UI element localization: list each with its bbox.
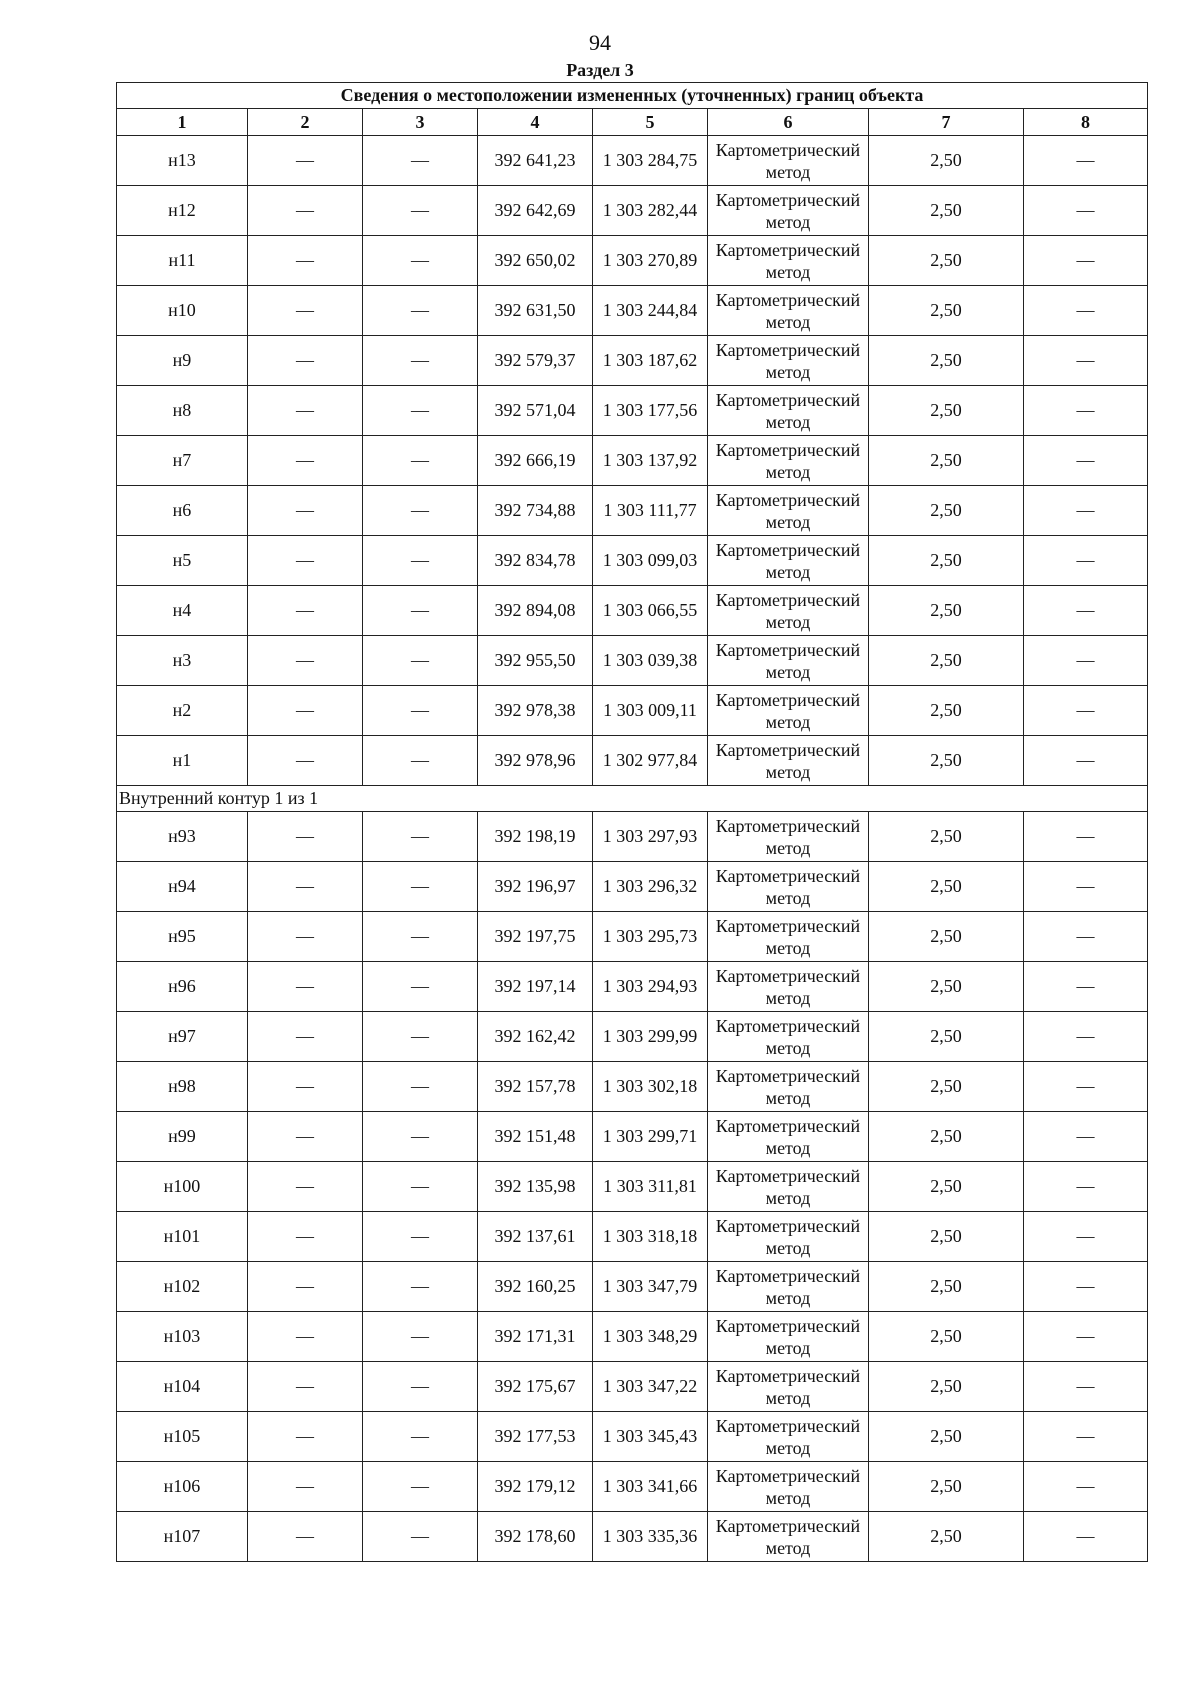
table-row xyxy=(117,1312,1148,1362)
empty-cell: — xyxy=(1024,1262,1148,1312)
contour-label-row xyxy=(117,786,1148,812)
column-number: 1 xyxy=(117,109,248,136)
table-body xyxy=(117,136,1148,1562)
column-number: 2 xyxy=(248,109,363,136)
empty-cell: — xyxy=(248,286,363,336)
empty-cell: — xyxy=(1024,1212,1148,1262)
empty-cell: — xyxy=(248,586,363,636)
point-name-cell: н107 xyxy=(117,1512,248,1562)
method-cell: Картометрический метод xyxy=(708,1212,869,1262)
method-cell: Картометрический метод xyxy=(708,912,869,962)
point-name-cell: н10 xyxy=(117,286,248,336)
y-coordinate-cell: 1 303 341,66 xyxy=(593,1462,708,1512)
empty-cell: — xyxy=(363,586,478,636)
method-cell: Картометрический метод xyxy=(708,186,869,236)
empty-cell: — xyxy=(1024,1062,1148,1112)
point-name-cell: н12 xyxy=(117,186,248,236)
accuracy-cell: 2,50 xyxy=(869,486,1024,536)
point-name-cell: н5 xyxy=(117,536,248,586)
accuracy-cell: 2,50 xyxy=(869,1112,1024,1162)
table-row xyxy=(117,862,1148,912)
method-cell: Картометрический метод xyxy=(708,386,869,436)
method-cell: Картометрический метод xyxy=(708,536,869,586)
empty-cell: — xyxy=(363,136,478,186)
point-name-cell: н11 xyxy=(117,236,248,286)
x-coordinate-cell: 392 641,23 xyxy=(478,136,593,186)
method-cell: Картометрический метод xyxy=(708,1112,869,1162)
point-name-cell: н1 xyxy=(117,736,248,786)
x-coordinate-cell: 392 197,14 xyxy=(478,962,593,1012)
empty-cell: — xyxy=(1024,1112,1148,1162)
accuracy-cell: 2,50 xyxy=(869,236,1024,286)
empty-cell: — xyxy=(248,912,363,962)
y-coordinate-cell: 1 303 318,18 xyxy=(593,1212,708,1262)
x-coordinate-cell: 392 571,04 xyxy=(478,386,593,436)
empty-cell: — xyxy=(248,1312,363,1362)
table-row xyxy=(117,1412,1148,1462)
method-cell: Картометрический метод xyxy=(708,1012,869,1062)
column-number: 3 xyxy=(363,109,478,136)
point-name-cell: н13 xyxy=(117,136,248,186)
section-title: Раздел 3 xyxy=(566,60,634,80)
point-name-cell: н6 xyxy=(117,486,248,536)
x-coordinate-cell: 392 178,60 xyxy=(478,1512,593,1562)
empty-cell: — xyxy=(1024,736,1148,786)
y-coordinate-cell: 1 303 099,03 xyxy=(593,536,708,586)
x-coordinate-cell: 392 157,78 xyxy=(478,1062,593,1112)
y-coordinate-cell: 1 303 348,29 xyxy=(593,1312,708,1362)
empty-cell: — xyxy=(1024,286,1148,336)
empty-cell: — xyxy=(248,812,363,862)
table-row xyxy=(117,436,1148,486)
empty-cell: — xyxy=(1024,862,1148,912)
x-coordinate-cell: 392 160,25 xyxy=(478,1262,593,1312)
table-row xyxy=(117,386,1148,436)
empty-cell: — xyxy=(1024,1412,1148,1462)
x-coordinate-cell: 392 642,69 xyxy=(478,186,593,236)
x-coordinate-cell: 392 894,08 xyxy=(478,586,593,636)
point-name-cell: н2 xyxy=(117,686,248,736)
empty-cell: — xyxy=(248,1212,363,1262)
method-cell: Картометрический метод xyxy=(708,1312,869,1362)
empty-cell: — xyxy=(363,1162,478,1212)
accuracy-cell: 2,50 xyxy=(869,636,1024,686)
empty-cell: — xyxy=(248,336,363,386)
empty-cell: — xyxy=(1024,912,1148,962)
method-cell: Картометрический метод xyxy=(708,1412,869,1462)
empty-cell: — xyxy=(248,1412,363,1462)
empty-cell: — xyxy=(1024,386,1148,436)
method-cell: Картометрический метод xyxy=(708,636,869,686)
x-coordinate-cell: 392 650,02 xyxy=(478,236,593,286)
method-cell: Картометрический метод xyxy=(708,236,869,286)
empty-cell: — xyxy=(363,1412,478,1462)
x-coordinate-cell: 392 978,96 xyxy=(478,736,593,786)
y-coordinate-cell: 1 303 294,93 xyxy=(593,962,708,1012)
accuracy-cell: 2,50 xyxy=(869,1012,1024,1062)
y-coordinate-cell: 1 303 244,84 xyxy=(593,286,708,336)
empty-cell: — xyxy=(248,686,363,736)
point-name-cell: н102 xyxy=(117,1262,248,1312)
empty-cell: — xyxy=(1024,962,1148,1012)
accuracy-cell: 2,50 xyxy=(869,436,1024,486)
method-cell: Картометрический метод xyxy=(708,686,869,736)
empty-cell: — xyxy=(248,436,363,486)
empty-cell: — xyxy=(1024,236,1148,286)
method-cell: Картометрический метод xyxy=(708,1262,869,1312)
table-row xyxy=(117,636,1148,686)
x-coordinate-cell: 392 171,31 xyxy=(478,1312,593,1362)
empty-cell: — xyxy=(363,1262,478,1312)
empty-cell: — xyxy=(248,1162,363,1212)
table-row xyxy=(117,1362,1148,1412)
empty-cell: — xyxy=(363,1212,478,1262)
point-name-cell: н101 xyxy=(117,1212,248,1262)
empty-cell: — xyxy=(248,636,363,686)
table-row xyxy=(117,536,1148,586)
accuracy-cell: 2,50 xyxy=(869,1262,1024,1312)
x-coordinate-cell: 392 978,38 xyxy=(478,686,593,736)
empty-cell: — xyxy=(1024,686,1148,736)
empty-cell: — xyxy=(363,186,478,236)
empty-cell: — xyxy=(1024,636,1148,686)
empty-cell: — xyxy=(1024,486,1148,536)
y-coordinate-cell: 1 303 111,77 xyxy=(593,486,708,536)
y-coordinate-cell: 1 303 297,93 xyxy=(593,812,708,862)
empty-cell: — xyxy=(363,636,478,686)
point-name-cell: н96 xyxy=(117,962,248,1012)
empty-cell: — xyxy=(248,186,363,236)
method-cell: Картометрический метод xyxy=(708,1162,869,1212)
table-row xyxy=(117,1512,1148,1562)
method-cell: Картометрический метод xyxy=(708,1512,869,1562)
method-cell: Картометрический метод xyxy=(708,962,869,1012)
column-number-row xyxy=(117,109,1148,136)
accuracy-cell: 2,50 xyxy=(869,1512,1024,1562)
accuracy-cell: 2,50 xyxy=(869,812,1024,862)
y-coordinate-cell: 1 303 302,18 xyxy=(593,1062,708,1112)
method-cell: Картометрический метод xyxy=(708,1362,869,1412)
table-caption: Сведения о местоположении измененных (уточненных) границ объекта xyxy=(117,83,1148,109)
method-cell: Картометрический метод xyxy=(708,586,869,636)
point-name-cell: н104 xyxy=(117,1362,248,1412)
x-coordinate-cell: 392 579,37 xyxy=(478,336,593,386)
y-coordinate-cell: 1 303 345,43 xyxy=(593,1412,708,1462)
y-coordinate-cell: 1 303 299,99 xyxy=(593,1012,708,1062)
y-coordinate-cell: 1 303 177,56 xyxy=(593,386,708,436)
y-coordinate-cell: 1 303 284,75 xyxy=(593,136,708,186)
column-number: 6 xyxy=(708,109,869,136)
empty-cell: — xyxy=(1024,1162,1148,1212)
contour-label: Внутренний контур 1 из 1 xyxy=(117,786,1148,812)
table-row xyxy=(117,336,1148,386)
accuracy-cell: 2,50 xyxy=(869,536,1024,586)
accuracy-cell: 2,50 xyxy=(869,1162,1024,1212)
x-coordinate-cell: 392 196,97 xyxy=(478,862,593,912)
table-row xyxy=(117,1112,1148,1162)
empty-cell: — xyxy=(248,1512,363,1562)
accuracy-cell: 2,50 xyxy=(869,1462,1024,1512)
table-row xyxy=(117,1162,1148,1212)
empty-cell: — xyxy=(248,1362,363,1412)
empty-cell: — xyxy=(363,862,478,912)
point-name-cell: н4 xyxy=(117,586,248,636)
empty-cell: — xyxy=(248,486,363,536)
empty-cell: — xyxy=(1024,1512,1148,1562)
y-coordinate-cell: 1 303 311,81 xyxy=(593,1162,708,1212)
empty-cell: — xyxy=(248,962,363,1012)
x-coordinate-cell: 392 197,75 xyxy=(478,912,593,962)
empty-cell: — xyxy=(1024,536,1148,586)
accuracy-cell: 2,50 xyxy=(869,686,1024,736)
empty-cell: — xyxy=(248,536,363,586)
method-cell: Картометрический метод xyxy=(708,136,869,186)
accuracy-cell: 2,50 xyxy=(869,912,1024,962)
point-name-cell: н106 xyxy=(117,1462,248,1512)
empty-cell: — xyxy=(248,1012,363,1062)
y-coordinate-cell: 1 303 187,62 xyxy=(593,336,708,386)
table-row xyxy=(117,1262,1148,1312)
y-coordinate-cell: 1 303 039,38 xyxy=(593,636,708,686)
accuracy-cell: 2,50 xyxy=(869,862,1024,912)
empty-cell: — xyxy=(248,1062,363,1112)
column-number: 7 xyxy=(869,109,1024,136)
empty-cell: — xyxy=(363,1112,478,1162)
accuracy-cell: 2,50 xyxy=(869,1062,1024,1112)
table-row xyxy=(117,186,1148,236)
empty-cell: — xyxy=(363,1462,478,1512)
table-row xyxy=(117,236,1148,286)
empty-cell: — xyxy=(363,812,478,862)
column-number: 5 xyxy=(593,109,708,136)
table-row xyxy=(117,286,1148,336)
empty-cell: — xyxy=(363,962,478,1012)
empty-cell: — xyxy=(363,486,478,536)
table-row xyxy=(117,1012,1148,1062)
x-coordinate-cell: 392 666,19 xyxy=(478,436,593,486)
method-cell: Картометрический метод xyxy=(708,486,869,536)
x-coordinate-cell: 392 955,50 xyxy=(478,636,593,686)
point-name-cell: н103 xyxy=(117,1312,248,1362)
column-number: 4 xyxy=(478,109,593,136)
table-row xyxy=(117,586,1148,636)
empty-cell: — xyxy=(1024,186,1148,236)
point-name-cell: н3 xyxy=(117,636,248,686)
method-cell: Картометрический метод xyxy=(708,436,869,486)
empty-cell: — xyxy=(363,912,478,962)
accuracy-cell: 2,50 xyxy=(869,336,1024,386)
point-name-cell: н99 xyxy=(117,1112,248,1162)
accuracy-cell: 2,50 xyxy=(869,962,1024,1012)
point-name-cell: н94 xyxy=(117,862,248,912)
point-name-cell: н8 xyxy=(117,386,248,436)
y-coordinate-cell: 1 303 282,44 xyxy=(593,186,708,236)
y-coordinate-cell: 1 303 009,11 xyxy=(593,686,708,736)
point-name-cell: н9 xyxy=(117,336,248,386)
accuracy-cell: 2,50 xyxy=(869,386,1024,436)
table-row xyxy=(117,812,1148,862)
x-coordinate-cell: 392 198,19 xyxy=(478,812,593,862)
point-name-cell: н95 xyxy=(117,912,248,962)
accuracy-cell: 2,50 xyxy=(869,1362,1024,1412)
column-number: 8 xyxy=(1024,109,1148,136)
empty-cell: — xyxy=(1024,436,1148,486)
empty-cell: — xyxy=(363,1512,478,1562)
y-coordinate-cell: 1 303 270,89 xyxy=(593,236,708,286)
y-coordinate-cell: 1 303 295,73 xyxy=(593,912,708,962)
x-coordinate-cell: 392 177,53 xyxy=(478,1412,593,1462)
method-cell: Картометрический метод xyxy=(708,286,869,336)
table-row xyxy=(117,1212,1148,1262)
point-name-cell: н7 xyxy=(117,436,248,486)
x-coordinate-cell: 392 135,98 xyxy=(478,1162,593,1212)
x-coordinate-cell: 392 175,67 xyxy=(478,1362,593,1412)
empty-cell: — xyxy=(248,386,363,436)
method-cell: Картометрический метод xyxy=(708,1462,869,1512)
method-cell: Картометрический метод xyxy=(708,336,869,386)
accuracy-cell: 2,50 xyxy=(869,586,1024,636)
x-coordinate-cell: 392 179,12 xyxy=(478,1462,593,1512)
table-row xyxy=(117,136,1148,186)
accuracy-cell: 2,50 xyxy=(869,1412,1024,1462)
table-row xyxy=(117,1462,1148,1512)
y-coordinate-cell: 1 303 335,36 xyxy=(593,1512,708,1562)
table-row xyxy=(117,912,1148,962)
point-name-cell: н100 xyxy=(117,1162,248,1212)
empty-cell: — xyxy=(1024,1362,1148,1412)
y-coordinate-cell: 1 302 977,84 xyxy=(593,736,708,786)
empty-cell: — xyxy=(363,236,478,286)
point-name-cell: н97 xyxy=(117,1012,248,1062)
empty-cell: — xyxy=(1024,1312,1148,1362)
x-coordinate-cell: 392 137,61 xyxy=(478,1212,593,1262)
point-name-cell: н98 xyxy=(117,1062,248,1112)
empty-cell: — xyxy=(1024,586,1148,636)
empty-cell: — xyxy=(1024,1462,1148,1512)
x-coordinate-cell: 392 631,50 xyxy=(478,286,593,336)
y-coordinate-cell: 1 303 347,79 xyxy=(593,1262,708,1312)
accuracy-cell: 2,50 xyxy=(869,136,1024,186)
empty-cell: — xyxy=(248,1112,363,1162)
y-coordinate-cell: 1 303 137,92 xyxy=(593,436,708,486)
empty-cell: — xyxy=(363,286,478,336)
table-row xyxy=(117,1062,1148,1112)
y-coordinate-cell: 1 303 296,32 xyxy=(593,862,708,912)
empty-cell: — xyxy=(363,1062,478,1112)
y-coordinate-cell: 1 303 347,22 xyxy=(593,1362,708,1412)
method-cell: Картометрический метод xyxy=(708,1062,869,1112)
x-coordinate-cell: 392 834,78 xyxy=(478,536,593,586)
table-row xyxy=(117,686,1148,736)
empty-cell: — xyxy=(248,1462,363,1512)
empty-cell: — xyxy=(363,336,478,386)
method-cell: Картометрический метод xyxy=(708,812,869,862)
empty-cell: — xyxy=(1024,812,1148,862)
point-name-cell: н93 xyxy=(117,812,248,862)
accuracy-cell: 2,50 xyxy=(869,736,1024,786)
y-coordinate-cell: 1 303 299,71 xyxy=(593,1112,708,1162)
table-caption-row xyxy=(117,83,1148,109)
empty-cell: — xyxy=(363,1312,478,1362)
point-name-cell: н105 xyxy=(117,1412,248,1462)
x-coordinate-cell: 392 734,88 xyxy=(478,486,593,536)
empty-cell: — xyxy=(1024,1012,1148,1062)
accuracy-cell: 2,50 xyxy=(869,1312,1024,1362)
empty-cell: — xyxy=(248,1262,363,1312)
coordinates-table xyxy=(116,82,1148,1562)
empty-cell: — xyxy=(363,686,478,736)
table-row xyxy=(117,486,1148,536)
accuracy-cell: 2,50 xyxy=(869,286,1024,336)
table-row xyxy=(117,736,1148,786)
empty-cell: — xyxy=(248,736,363,786)
x-coordinate-cell: 392 162,42 xyxy=(478,1012,593,1062)
page-number: 94 xyxy=(589,30,611,55)
method-cell: Картометрический метод xyxy=(708,736,869,786)
empty-cell: — xyxy=(248,136,363,186)
empty-cell: — xyxy=(248,862,363,912)
method-cell: Картометрический метод xyxy=(708,862,869,912)
empty-cell: — xyxy=(248,236,363,286)
empty-cell: — xyxy=(363,1362,478,1412)
empty-cell: — xyxy=(363,736,478,786)
empty-cell: — xyxy=(363,536,478,586)
table-row xyxy=(117,962,1148,1012)
empty-cell: — xyxy=(363,436,478,486)
accuracy-cell: 2,50 xyxy=(869,1212,1024,1262)
empty-cell: — xyxy=(1024,136,1148,186)
accuracy-cell: 2,50 xyxy=(869,186,1024,236)
empty-cell: — xyxy=(363,1012,478,1062)
x-coordinate-cell: 392 151,48 xyxy=(478,1112,593,1162)
empty-cell: — xyxy=(1024,336,1148,386)
empty-cell: — xyxy=(363,386,478,436)
y-coordinate-cell: 1 303 066,55 xyxy=(593,586,708,636)
